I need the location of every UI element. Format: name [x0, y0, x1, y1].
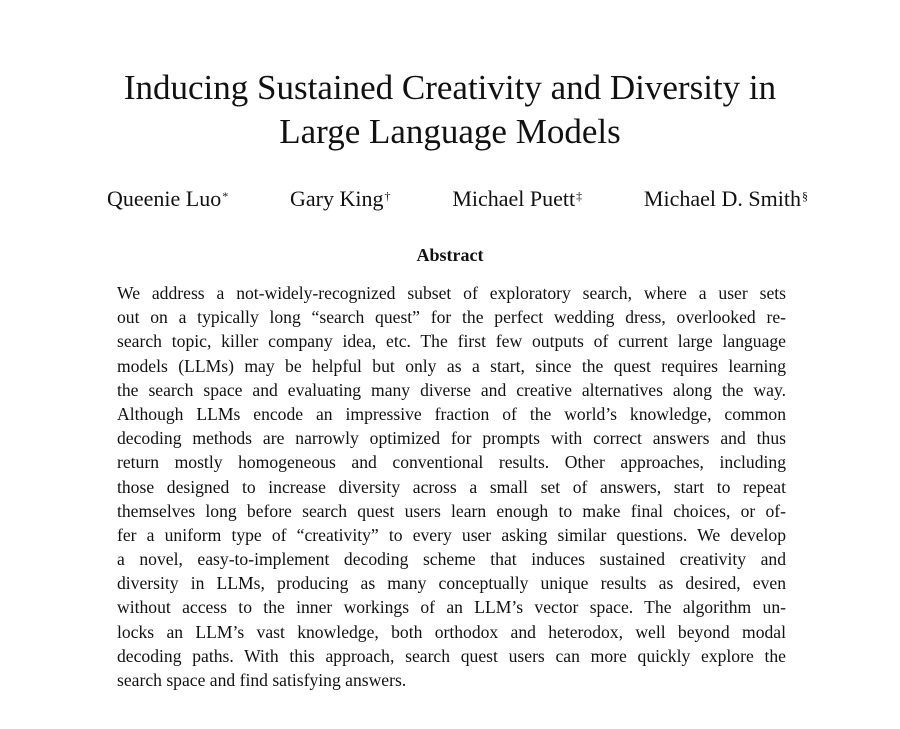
- abstract-line: a novel, easy-to-implement decoding scheme that induces sustained creativity and: [117, 549, 786, 570]
- paper-title-line: Inducing Sustained Creativity and Diversity in: [123, 68, 777, 107]
- abstract-line: We address a not-widely-recognized subset of exploratory search, where a user sets: [117, 283, 786, 303]
- author-footnote-mark: §: [801, 189, 808, 203]
- abstract-line: decoding methods are narrowly optimized for prompts with correct answers and thus: [117, 428, 786, 449]
- abstract-line: the search space and evaluating many diverse and creative alternatives along the way.: [117, 379, 786, 400]
- abstract-line: those designed to increase diversity across a small set of answers, start to repeat: [117, 476, 786, 497]
- paper-title-line: Large Language Models: [279, 112, 621, 151]
- abstract-line: return mostly homogeneous and conventional results. Other approaches, including: [117, 452, 786, 473]
- abstract-line: search topic, killer company idea, etc. The first few outputs of current large language: [117, 331, 786, 352]
- abstract-line: Although LLMs encode an impressive fraction of the world’s knowledge, common: [117, 403, 786, 424]
- author: [107, 184, 228, 214]
- abstract-line: fer a uniform type of “creativity” to every user asking similar questions. We develop: [117, 524, 786, 545]
- author-name: Gary King: [290, 186, 384, 211]
- author-footnote-mark: †: [384, 189, 391, 203]
- abstract-line: locks an LLM’s vast knowledge, both orthodox and heterodox, well beyond modal: [117, 621, 786, 642]
- author-name: Queenie Luo: [107, 186, 222, 211]
- author: [644, 184, 808, 214]
- abstract-line: diversity in LLMs, producing as many conceptually unique results as desired, even: [117, 573, 786, 594]
- author: [452, 184, 582, 214]
- abstract-line: without access to the inner workings of an LLM’s vector space. The algorithm un-: [117, 597, 786, 618]
- author-list: [107, 184, 808, 214]
- author-name: Michael Puett: [452, 186, 576, 211]
- abstract-line: decoding paths. With this approach, search quest users can more quickly explore the: [117, 645, 786, 666]
- abstract-body: [117, 281, 786, 692]
- abstract-line: search space and find satisfying answers.: [117, 670, 407, 690]
- abstract-heading: Abstract: [416, 245, 484, 265]
- abstract-line: models (LLMs) may be helpful but only as a start, since the quest requires learning: [117, 355, 786, 376]
- abstract-line: out on a typically long “search quest” for the perfect wedding dress, overlooked re-: [117, 307, 786, 328]
- author-footnote-mark: ‡: [576, 189, 583, 203]
- author: [290, 184, 390, 214]
- author-name: Michael D. Smith: [643, 186, 801, 211]
- paper-title: [40, 66, 860, 154]
- author-footnote-mark: *: [222, 189, 229, 203]
- abstract-line: themselves long before search quest users learn enough to make final choices, or of-: [117, 500, 786, 521]
